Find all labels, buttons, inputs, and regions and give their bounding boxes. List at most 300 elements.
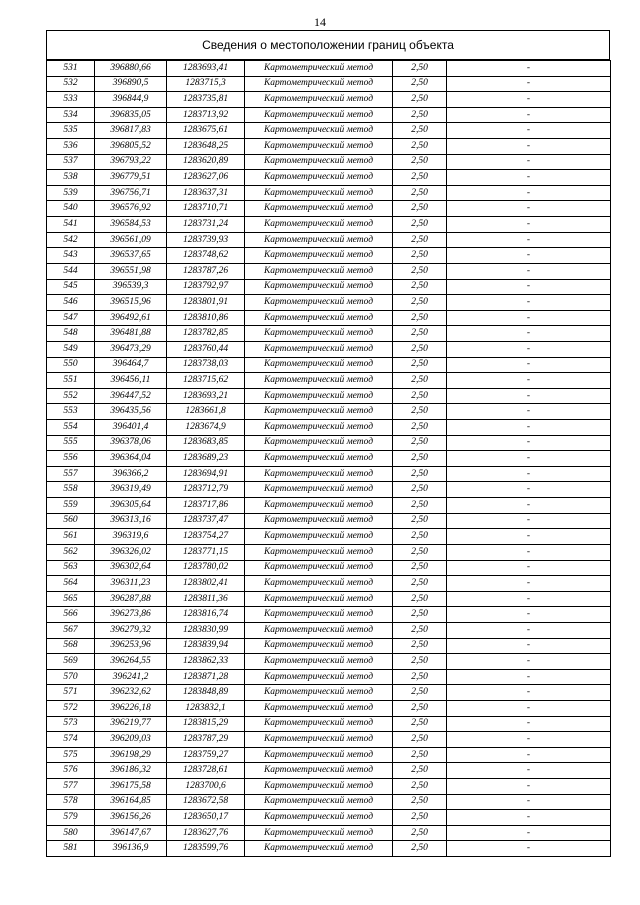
description-cell: - bbox=[447, 92, 611, 108]
accuracy-cell: 2,50 bbox=[393, 388, 447, 404]
table-row bbox=[47, 217, 611, 233]
description-cell: - bbox=[447, 576, 611, 592]
point-number-cell: 581 bbox=[47, 841, 95, 857]
x-coordinate-cell: 396156,26 bbox=[95, 810, 167, 826]
description-cell: - bbox=[447, 700, 611, 716]
x-coordinate-cell: 396264,55 bbox=[95, 654, 167, 670]
description-cell: - bbox=[447, 591, 611, 607]
x-coordinate-cell: 396305,64 bbox=[95, 498, 167, 514]
x-coordinate-cell: 396319,49 bbox=[95, 482, 167, 498]
x-coordinate-cell: 396890,5 bbox=[95, 76, 167, 92]
x-coordinate-cell: 396302,64 bbox=[95, 560, 167, 576]
x-coordinate-cell: 396880,66 bbox=[95, 61, 167, 77]
accuracy-cell: 2,50 bbox=[393, 341, 447, 357]
method-cell: Картометрический метод bbox=[245, 341, 393, 357]
point-number-cell: 535 bbox=[47, 123, 95, 139]
method-cell: Картометрический метод bbox=[245, 451, 393, 467]
accuracy-cell: 2,50 bbox=[393, 263, 447, 279]
accuracy-cell: 2,50 bbox=[393, 310, 447, 326]
method-cell: Картометрический метод bbox=[245, 248, 393, 264]
y-coordinate-cell: 1283738,03 bbox=[167, 357, 245, 373]
point-number-cell: 567 bbox=[47, 622, 95, 638]
y-coordinate-cell: 1283715,3 bbox=[167, 76, 245, 92]
method-cell: Картометрический метод bbox=[245, 622, 393, 638]
y-coordinate-cell: 1283713,92 bbox=[167, 107, 245, 123]
description-cell: - bbox=[447, 420, 611, 436]
x-coordinate-cell: 396198,29 bbox=[95, 747, 167, 763]
y-coordinate-cell: 1283627,06 bbox=[167, 170, 245, 186]
y-coordinate-cell: 1283689,23 bbox=[167, 451, 245, 467]
y-coordinate-cell: 1283620,89 bbox=[167, 154, 245, 170]
y-coordinate-cell: 1283848,89 bbox=[167, 685, 245, 701]
description-cell: - bbox=[447, 794, 611, 810]
accuracy-cell: 2,50 bbox=[393, 763, 447, 779]
boundary-table bbox=[46, 30, 610, 857]
description-cell: - bbox=[447, 107, 611, 123]
point-number-cell: 547 bbox=[47, 310, 95, 326]
accuracy-cell: 2,50 bbox=[393, 669, 447, 685]
x-coordinate-cell: 396793,22 bbox=[95, 154, 167, 170]
table-row bbox=[47, 669, 611, 685]
x-coordinate-cell: 396273,86 bbox=[95, 607, 167, 623]
description-cell: - bbox=[447, 341, 611, 357]
point-number-cell: 549 bbox=[47, 341, 95, 357]
x-coordinate-cell: 396226,18 bbox=[95, 700, 167, 716]
point-number-cell: 579 bbox=[47, 810, 95, 826]
x-coordinate-cell: 396756,71 bbox=[95, 185, 167, 201]
point-number-cell: 564 bbox=[47, 576, 95, 592]
description-cell: - bbox=[447, 263, 611, 279]
method-cell: Картометрический метод bbox=[245, 779, 393, 795]
accuracy-cell: 2,50 bbox=[393, 232, 447, 248]
accuracy-cell: 2,50 bbox=[393, 747, 447, 763]
method-cell: Картометрический метод bbox=[245, 482, 393, 498]
description-cell: - bbox=[447, 622, 611, 638]
method-cell: Картометрический метод bbox=[245, 841, 393, 857]
accuracy-cell: 2,50 bbox=[393, 201, 447, 217]
description-cell: - bbox=[447, 669, 611, 685]
description-cell: - bbox=[447, 825, 611, 841]
method-cell: Картометрический метод bbox=[245, 357, 393, 373]
table-row bbox=[47, 513, 611, 529]
table-row bbox=[47, 451, 611, 467]
method-cell: Картометрический метод bbox=[245, 700, 393, 716]
accuracy-cell: 2,50 bbox=[393, 154, 447, 170]
point-number-cell: 570 bbox=[47, 669, 95, 685]
accuracy-cell: 2,50 bbox=[393, 732, 447, 748]
method-cell: Картометрический метод bbox=[245, 217, 393, 233]
accuracy-cell: 2,50 bbox=[393, 295, 447, 311]
description-cell: - bbox=[447, 232, 611, 248]
method-cell: Картометрический метод bbox=[245, 716, 393, 732]
point-number-cell: 544 bbox=[47, 263, 95, 279]
y-coordinate-cell: 1283801,91 bbox=[167, 295, 245, 311]
x-coordinate-cell: 396584,53 bbox=[95, 217, 167, 233]
method-cell: Картометрический метод bbox=[245, 794, 393, 810]
method-cell: Картометрический метод bbox=[245, 498, 393, 514]
method-cell: Картометрический метод bbox=[245, 529, 393, 545]
accuracy-cell: 2,50 bbox=[393, 779, 447, 795]
point-number-cell: 542 bbox=[47, 232, 95, 248]
point-number-cell: 571 bbox=[47, 685, 95, 701]
y-coordinate-cell: 1283839,94 bbox=[167, 638, 245, 654]
method-cell: Картометрический метод bbox=[245, 576, 393, 592]
y-coordinate-cell: 1283759,27 bbox=[167, 747, 245, 763]
method-cell: Картометрический метод bbox=[245, 685, 393, 701]
table-row bbox=[47, 576, 611, 592]
method-cell: Картометрический метод bbox=[245, 310, 393, 326]
y-coordinate-cell: 1283693,21 bbox=[167, 388, 245, 404]
table-row bbox=[47, 763, 611, 779]
x-coordinate-cell: 396817,83 bbox=[95, 123, 167, 139]
description-cell: - bbox=[447, 76, 611, 92]
table-row bbox=[47, 794, 611, 810]
point-number-cell: 553 bbox=[47, 404, 95, 420]
description-cell: - bbox=[447, 388, 611, 404]
point-number-cell: 552 bbox=[47, 388, 95, 404]
description-cell: - bbox=[447, 404, 611, 420]
y-coordinate-cell: 1283674,9 bbox=[167, 420, 245, 436]
description-cell: - bbox=[447, 544, 611, 560]
accuracy-cell: 2,50 bbox=[393, 217, 447, 233]
y-coordinate-cell: 1283782,85 bbox=[167, 326, 245, 342]
page-number: 14 bbox=[314, 15, 326, 29]
description-cell: - bbox=[447, 763, 611, 779]
y-coordinate-cell: 1283675,61 bbox=[167, 123, 245, 139]
y-coordinate-cell: 1283728,61 bbox=[167, 763, 245, 779]
table-row bbox=[47, 841, 611, 857]
accuracy-cell: 2,50 bbox=[393, 638, 447, 654]
table-row bbox=[47, 154, 611, 170]
table-row bbox=[47, 76, 611, 92]
table-row bbox=[47, 482, 611, 498]
method-cell: Картометрический метод bbox=[245, 513, 393, 529]
table-row bbox=[47, 732, 611, 748]
point-number-cell: 556 bbox=[47, 451, 95, 467]
accuracy-cell: 2,50 bbox=[393, 107, 447, 123]
method-cell: Картометрический метод bbox=[245, 263, 393, 279]
y-coordinate-cell: 1283811,36 bbox=[167, 591, 245, 607]
table-row bbox=[47, 310, 611, 326]
description-cell: - bbox=[447, 529, 611, 545]
y-coordinate-cell: 1283710,71 bbox=[167, 201, 245, 217]
y-coordinate-cell: 1283648,25 bbox=[167, 139, 245, 155]
description-cell: - bbox=[447, 217, 611, 233]
method-cell: Картометрический метод bbox=[245, 139, 393, 155]
accuracy-cell: 2,50 bbox=[393, 373, 447, 389]
y-coordinate-cell: 1283731,24 bbox=[167, 217, 245, 233]
point-number-cell: 543 bbox=[47, 248, 95, 264]
table-row bbox=[47, 779, 611, 795]
y-coordinate-cell: 1283780,02 bbox=[167, 560, 245, 576]
description-cell: - bbox=[447, 310, 611, 326]
point-number-cell: 560 bbox=[47, 513, 95, 529]
accuracy-cell: 2,50 bbox=[393, 841, 447, 857]
x-coordinate-cell: 396378,06 bbox=[95, 435, 167, 451]
point-number-cell: 537 bbox=[47, 154, 95, 170]
accuracy-cell: 2,50 bbox=[393, 61, 447, 77]
y-coordinate-cell: 1283771,15 bbox=[167, 544, 245, 560]
point-number-cell: 531 bbox=[47, 61, 95, 77]
description-cell: - bbox=[447, 279, 611, 295]
accuracy-cell: 2,50 bbox=[393, 716, 447, 732]
x-coordinate-cell: 396456,11 bbox=[95, 373, 167, 389]
x-coordinate-cell: 396537,65 bbox=[95, 248, 167, 264]
description-cell: - bbox=[447, 185, 611, 201]
method-cell: Картометрический метод bbox=[245, 591, 393, 607]
y-coordinate-cell: 1283672,58 bbox=[167, 794, 245, 810]
y-coordinate-cell: 1283832,1 bbox=[167, 700, 245, 716]
point-number-cell: 546 bbox=[47, 295, 95, 311]
method-cell: Картометрический метод bbox=[245, 638, 393, 654]
table-row bbox=[47, 388, 611, 404]
x-coordinate-cell: 396279,32 bbox=[95, 622, 167, 638]
y-coordinate-cell: 1283715,62 bbox=[167, 373, 245, 389]
accuracy-cell: 2,50 bbox=[393, 466, 447, 482]
table-row bbox=[47, 92, 611, 108]
accuracy-cell: 2,50 bbox=[393, 560, 447, 576]
table-row bbox=[47, 685, 611, 701]
description-cell: - bbox=[447, 61, 611, 77]
point-number-cell: 557 bbox=[47, 466, 95, 482]
method-cell: Картометрический метод bbox=[245, 123, 393, 139]
accuracy-cell: 2,50 bbox=[393, 185, 447, 201]
x-coordinate-cell: 396576,92 bbox=[95, 201, 167, 217]
point-number-cell: 577 bbox=[47, 779, 95, 795]
method-cell: Картометрический метод bbox=[245, 185, 393, 201]
method-cell: Картометрический метод bbox=[245, 747, 393, 763]
y-coordinate-cell: 1283717,86 bbox=[167, 498, 245, 514]
table-row bbox=[47, 607, 611, 623]
point-number-cell: 551 bbox=[47, 373, 95, 389]
table-row bbox=[47, 61, 611, 77]
description-cell: - bbox=[447, 716, 611, 732]
accuracy-cell: 2,50 bbox=[393, 357, 447, 373]
x-coordinate-cell: 396147,67 bbox=[95, 825, 167, 841]
y-coordinate-cell: 1283802,41 bbox=[167, 576, 245, 592]
description-cell: - bbox=[447, 357, 611, 373]
table-row bbox=[47, 185, 611, 201]
table-row bbox=[47, 747, 611, 763]
method-cell: Картометрический метод bbox=[245, 279, 393, 295]
point-number-cell: 580 bbox=[47, 825, 95, 841]
description-cell: - bbox=[447, 170, 611, 186]
description-cell: - bbox=[447, 295, 611, 311]
table-row bbox=[47, 498, 611, 514]
method-cell: Картометрический метод bbox=[245, 107, 393, 123]
x-coordinate-cell: 396319,6 bbox=[95, 529, 167, 545]
description-cell: - bbox=[447, 779, 611, 795]
accuracy-cell: 2,50 bbox=[393, 123, 447, 139]
method-cell: Картометрический метод bbox=[245, 76, 393, 92]
method-cell: Картометрический метод bbox=[245, 420, 393, 436]
table-body bbox=[47, 61, 611, 857]
method-cell: Картометрический метод bbox=[245, 732, 393, 748]
x-coordinate-cell: 396164,85 bbox=[95, 794, 167, 810]
table-row bbox=[47, 560, 611, 576]
table-row bbox=[47, 232, 611, 248]
point-number-cell: 545 bbox=[47, 279, 95, 295]
table-row bbox=[47, 529, 611, 545]
point-number-cell: 566 bbox=[47, 607, 95, 623]
table-row bbox=[47, 295, 611, 311]
y-coordinate-cell: 1283760,44 bbox=[167, 341, 245, 357]
point-number-cell: 534 bbox=[47, 107, 95, 123]
accuracy-cell: 2,50 bbox=[393, 435, 447, 451]
point-number-cell: 550 bbox=[47, 357, 95, 373]
x-coordinate-cell: 396232,62 bbox=[95, 685, 167, 701]
description-cell: - bbox=[447, 373, 611, 389]
point-number-cell: 538 bbox=[47, 170, 95, 186]
x-coordinate-cell: 396539,3 bbox=[95, 279, 167, 295]
method-cell: Картометрический метод bbox=[245, 61, 393, 77]
point-number-cell: 561 bbox=[47, 529, 95, 545]
y-coordinate-cell: 1283694,91 bbox=[167, 466, 245, 482]
method-cell: Картометрический метод bbox=[245, 326, 393, 342]
x-coordinate-cell: 396835,05 bbox=[95, 107, 167, 123]
accuracy-cell: 2,50 bbox=[393, 810, 447, 826]
table-row bbox=[47, 435, 611, 451]
accuracy-cell: 2,50 bbox=[393, 591, 447, 607]
x-coordinate-cell: 396313,16 bbox=[95, 513, 167, 529]
accuracy-cell: 2,50 bbox=[393, 451, 447, 467]
y-coordinate-cell: 1283862,33 bbox=[167, 654, 245, 670]
x-coordinate-cell: 396311,23 bbox=[95, 576, 167, 592]
y-coordinate-cell: 1283735,81 bbox=[167, 92, 245, 108]
x-coordinate-cell: 396326,02 bbox=[95, 544, 167, 560]
point-number-cell: 563 bbox=[47, 560, 95, 576]
accuracy-cell: 2,50 bbox=[393, 279, 447, 295]
description-cell: - bbox=[447, 248, 611, 264]
y-coordinate-cell: 1283661,8 bbox=[167, 404, 245, 420]
point-number-cell: 539 bbox=[47, 185, 95, 201]
y-coordinate-cell: 1283792,97 bbox=[167, 279, 245, 295]
description-cell: - bbox=[447, 435, 611, 451]
point-number-cell: 541 bbox=[47, 217, 95, 233]
x-coordinate-cell: 396561,09 bbox=[95, 232, 167, 248]
table-row bbox=[47, 654, 611, 670]
description-cell: - bbox=[447, 638, 611, 654]
x-coordinate-cell: 396401,4 bbox=[95, 420, 167, 436]
table-row bbox=[47, 107, 611, 123]
table-row bbox=[47, 622, 611, 638]
description-cell: - bbox=[447, 154, 611, 170]
accuracy-cell: 2,50 bbox=[393, 654, 447, 670]
y-coordinate-cell: 1283599,76 bbox=[167, 841, 245, 857]
description-cell: - bbox=[447, 498, 611, 514]
table-row bbox=[47, 404, 611, 420]
y-coordinate-cell: 1283810,86 bbox=[167, 310, 245, 326]
point-number-cell: 562 bbox=[47, 544, 95, 560]
method-cell: Картометрический метод bbox=[245, 560, 393, 576]
table-title: Сведения о местоположении границ объекта bbox=[46, 30, 610, 60]
method-cell: Картометрический метод bbox=[245, 544, 393, 560]
accuracy-cell: 2,50 bbox=[393, 139, 447, 155]
description-cell: - bbox=[447, 841, 611, 857]
description-cell: - bbox=[447, 747, 611, 763]
method-cell: Картометрический метод bbox=[245, 295, 393, 311]
description-cell: - bbox=[447, 685, 611, 701]
point-number-cell: 574 bbox=[47, 732, 95, 748]
x-coordinate-cell: 396779,51 bbox=[95, 170, 167, 186]
point-number-cell: 558 bbox=[47, 482, 95, 498]
table-row bbox=[47, 716, 611, 732]
accuracy-cell: 2,50 bbox=[393, 513, 447, 529]
description-cell: - bbox=[447, 810, 611, 826]
y-coordinate-cell: 1283637,31 bbox=[167, 185, 245, 201]
y-coordinate-cell: 1283712,79 bbox=[167, 482, 245, 498]
x-coordinate-cell: 396209,03 bbox=[95, 732, 167, 748]
accuracy-cell: 2,50 bbox=[393, 498, 447, 514]
description-cell: - bbox=[447, 732, 611, 748]
description-cell: - bbox=[447, 560, 611, 576]
accuracy-cell: 2,50 bbox=[393, 170, 447, 186]
method-cell: Картометрический метод bbox=[245, 669, 393, 685]
x-coordinate-cell: 396492,61 bbox=[95, 310, 167, 326]
x-coordinate-cell: 396287,88 bbox=[95, 591, 167, 607]
description-cell: - bbox=[447, 482, 611, 498]
accuracy-cell: 2,50 bbox=[393, 420, 447, 436]
table-row bbox=[47, 341, 611, 357]
point-number-cell: 554 bbox=[47, 420, 95, 436]
description-cell: - bbox=[447, 607, 611, 623]
y-coordinate-cell: 1283815,29 bbox=[167, 716, 245, 732]
point-number-cell: 559 bbox=[47, 498, 95, 514]
point-number-cell: 576 bbox=[47, 763, 95, 779]
table-row bbox=[47, 326, 611, 342]
method-cell: Картометрический метод bbox=[245, 170, 393, 186]
point-number-cell: 536 bbox=[47, 139, 95, 155]
table-row bbox=[47, 700, 611, 716]
table-row bbox=[47, 263, 611, 279]
y-coordinate-cell: 1283787,29 bbox=[167, 732, 245, 748]
table-row bbox=[47, 591, 611, 607]
point-number-cell: 540 bbox=[47, 201, 95, 217]
y-coordinate-cell: 1283683,85 bbox=[167, 435, 245, 451]
table-row bbox=[47, 123, 611, 139]
x-coordinate-cell: 396136,9 bbox=[95, 841, 167, 857]
x-coordinate-cell: 396805,52 bbox=[95, 139, 167, 155]
point-number-cell: 548 bbox=[47, 326, 95, 342]
point-number-cell: 575 bbox=[47, 747, 95, 763]
table-row bbox=[47, 139, 611, 155]
accuracy-cell: 2,50 bbox=[393, 825, 447, 841]
accuracy-cell: 2,50 bbox=[393, 482, 447, 498]
accuracy-cell: 2,50 bbox=[393, 685, 447, 701]
y-coordinate-cell: 1283739,93 bbox=[167, 232, 245, 248]
method-cell: Картометрический метод bbox=[245, 201, 393, 217]
table-row bbox=[47, 638, 611, 654]
method-cell: Картометрический метод bbox=[245, 466, 393, 482]
point-number-cell: 565 bbox=[47, 591, 95, 607]
x-coordinate-cell: 396364,04 bbox=[95, 451, 167, 467]
accuracy-cell: 2,50 bbox=[393, 622, 447, 638]
method-cell: Картометрический метод bbox=[245, 435, 393, 451]
accuracy-cell: 2,50 bbox=[393, 529, 447, 545]
table-row bbox=[47, 201, 611, 217]
method-cell: Картометрический метод bbox=[245, 607, 393, 623]
description-cell: - bbox=[447, 654, 611, 670]
x-coordinate-cell: 396515,96 bbox=[95, 295, 167, 311]
point-number-cell: 569 bbox=[47, 654, 95, 670]
x-coordinate-cell: 396366,2 bbox=[95, 466, 167, 482]
x-coordinate-cell: 396481,88 bbox=[95, 326, 167, 342]
y-coordinate-cell: 1283737,47 bbox=[167, 513, 245, 529]
point-number-cell: 532 bbox=[47, 76, 95, 92]
table-row bbox=[47, 544, 611, 560]
y-coordinate-cell: 1283816,74 bbox=[167, 607, 245, 623]
method-cell: Картометрический метод bbox=[245, 373, 393, 389]
